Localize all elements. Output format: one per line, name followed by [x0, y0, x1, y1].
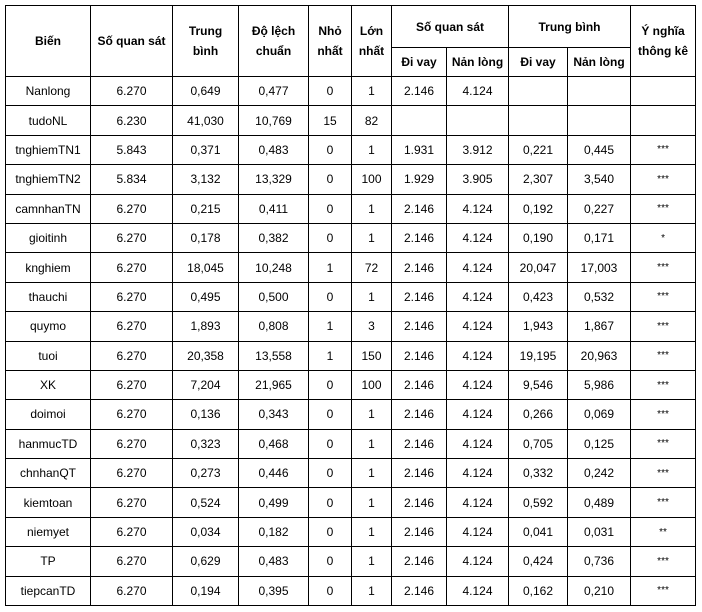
cell-obs: 6.270	[91, 312, 173, 341]
cell-max: 1	[352, 576, 392, 605]
table-row	[6, 517, 696, 546]
cell-significance: ***	[631, 576, 696, 605]
header-trung-binh: Trung bình	[173, 6, 239, 77]
cell-obs-nan-long: 4.124	[447, 341, 509, 370]
header-row-1	[6, 6, 696, 48]
cell-obs: 6.270	[91, 77, 173, 106]
cell-variable: quymo	[6, 312, 91, 341]
cell-mean-di-vay	[509, 77, 568, 106]
cell-std-dev: 0,343	[239, 400, 309, 429]
cell-obs-di-vay: 2.146	[392, 194, 447, 223]
cell-mean: 18,045	[173, 253, 239, 282]
cell-mean: 41,030	[173, 106, 239, 135]
header-lon-nhat: Lớn nhất	[352, 6, 392, 77]
cell-mean: 1,893	[173, 312, 239, 341]
cell-variable: tiepcanTD	[6, 576, 91, 605]
cell-mean-nan-long: 0,210	[568, 576, 631, 605]
cell-obs-nan-long: 4.124	[447, 576, 509, 605]
cell-mean-di-vay	[509, 106, 568, 135]
cell-mean-nan-long: 0,069	[568, 400, 631, 429]
cell-significance: ***	[631, 253, 696, 282]
table-row	[6, 135, 696, 164]
header-nan-long-mean: Nản lòng	[568, 48, 631, 77]
cell-mean-nan-long: 0,445	[568, 135, 631, 164]
cell-obs: 5.843	[91, 135, 173, 164]
cell-mean-nan-long: 0,489	[568, 488, 631, 517]
cell-mean: 0,629	[173, 547, 239, 576]
cell-significance: ***	[631, 194, 696, 223]
cell-mean-nan-long: 1,867	[568, 312, 631, 341]
cell-std-dev: 0,382	[239, 223, 309, 252]
cell-obs-nan-long: 4.124	[447, 517, 509, 546]
cell-mean: 0,178	[173, 223, 239, 252]
cell-max: 1	[352, 400, 392, 429]
cell-min: 0	[309, 459, 352, 488]
table-header	[6, 6, 696, 77]
cell-max: 1	[352, 135, 392, 164]
cell-min: 1	[309, 341, 352, 370]
cell-significance: ***	[631, 341, 696, 370]
cell-obs-nan-long: 4.124	[447, 429, 509, 458]
cell-mean-di-vay: 9,546	[509, 370, 568, 399]
cell-obs: 6.270	[91, 400, 173, 429]
cell-variable: thauchi	[6, 282, 91, 311]
cell-variable: tuoi	[6, 341, 91, 370]
cell-obs-nan-long: 4.124	[447, 282, 509, 311]
cell-obs-nan-long: 4.124	[447, 400, 509, 429]
cell-mean-nan-long: 17,003	[568, 253, 631, 282]
cell-mean-nan-long	[568, 77, 631, 106]
cell-max: 150	[352, 341, 392, 370]
cell-mean: 0,136	[173, 400, 239, 429]
cell-variable: camnhanTN	[6, 194, 91, 223]
cell-obs: 6.270	[91, 576, 173, 605]
cell-std-dev: 13,329	[239, 165, 309, 194]
cell-min: 0	[309, 576, 352, 605]
cell-obs: 6.270	[91, 517, 173, 546]
cell-mean-di-vay: 0,221	[509, 135, 568, 164]
cell-min: 1	[309, 253, 352, 282]
cell-mean: 0,495	[173, 282, 239, 311]
cell-obs: 6.270	[91, 459, 173, 488]
table-row	[6, 253, 696, 282]
cell-mean-di-vay: 0,332	[509, 459, 568, 488]
cell-std-dev: 0,808	[239, 312, 309, 341]
cell-mean: 20,358	[173, 341, 239, 370]
cell-mean-di-vay: 1,943	[509, 312, 568, 341]
cell-significance: **	[631, 517, 696, 546]
cell-significance: ***	[631, 312, 696, 341]
cell-obs: 6.270	[91, 253, 173, 282]
cell-variable: chnhanQT	[6, 459, 91, 488]
cell-std-dev: 21,965	[239, 370, 309, 399]
cell-mean-nan-long: 3,540	[568, 165, 631, 194]
cell-obs: 6.270	[91, 282, 173, 311]
cell-obs-nan-long: 4.124	[447, 253, 509, 282]
cell-mean-di-vay: 0,162	[509, 576, 568, 605]
cell-obs: 6.270	[91, 223, 173, 252]
cell-obs-nan-long: 4.124	[447, 194, 509, 223]
cell-obs-nan-long: 4.124	[447, 488, 509, 517]
cell-significance: ***	[631, 429, 696, 458]
cell-obs-di-vay: 2.146	[392, 459, 447, 488]
cell-obs: 6.270	[91, 488, 173, 517]
cell-std-dev: 0,395	[239, 576, 309, 605]
cell-variable: niemyet	[6, 517, 91, 546]
cell-std-dev: 0,477	[239, 77, 309, 106]
cell-variable: TP	[6, 547, 91, 576]
cell-max: 1	[352, 459, 392, 488]
cell-std-dev: 13,558	[239, 341, 309, 370]
cell-significance	[631, 106, 696, 135]
cell-obs-di-vay: 2.146	[392, 429, 447, 458]
cell-max: 1	[352, 429, 392, 458]
cell-min: 0	[309, 517, 352, 546]
cell-min: 15	[309, 106, 352, 135]
cell-std-dev: 0,411	[239, 194, 309, 223]
cell-obs-di-vay: 2.146	[392, 370, 447, 399]
cell-significance: ***	[631, 547, 696, 576]
cell-mean-di-vay: 19,195	[509, 341, 568, 370]
cell-obs-nan-long	[447, 106, 509, 135]
cell-obs: 6.270	[91, 547, 173, 576]
cell-max: 100	[352, 370, 392, 399]
cell-min: 0	[309, 429, 352, 458]
cell-std-dev: 0,500	[239, 282, 309, 311]
cell-obs-di-vay: 2.146	[392, 312, 447, 341]
table-row	[6, 106, 696, 135]
cell-obs: 6.270	[91, 429, 173, 458]
cell-max: 1	[352, 547, 392, 576]
cell-mean-nan-long: 0,125	[568, 429, 631, 458]
cell-variable: hanmucTD	[6, 429, 91, 458]
table-row	[6, 194, 696, 223]
cell-min: 0	[309, 400, 352, 429]
table-body	[6, 77, 696, 606]
cell-max: 1	[352, 194, 392, 223]
cell-mean-nan-long: 0,532	[568, 282, 631, 311]
cell-obs-di-vay: 2.146	[392, 77, 447, 106]
header-nho-nhat: Nhỏ nhất	[309, 6, 352, 77]
cell-obs-di-vay: 2.146	[392, 517, 447, 546]
cell-mean-nan-long: 0,242	[568, 459, 631, 488]
cell-obs-nan-long: 4.124	[447, 370, 509, 399]
cell-max: 72	[352, 253, 392, 282]
header-di-vay: Đi vay	[392, 48, 447, 77]
cell-mean-di-vay: 0,592	[509, 488, 568, 517]
cell-variable: knghiem	[6, 253, 91, 282]
cell-mean: 0,034	[173, 517, 239, 546]
table-row	[6, 312, 696, 341]
cell-mean-nan-long: 0,736	[568, 547, 631, 576]
cell-min: 0	[309, 282, 352, 311]
cell-significance	[631, 77, 696, 106]
cell-significance: ***	[631, 282, 696, 311]
table-row	[6, 488, 696, 517]
cell-mean-di-vay: 0,705	[509, 429, 568, 458]
header-nan-long: Nản lòng	[447, 48, 509, 77]
cell-variable: Nanlong	[6, 77, 91, 106]
table-row	[6, 77, 696, 106]
cell-mean-di-vay: 0,192	[509, 194, 568, 223]
cell-mean-di-vay: 0,190	[509, 223, 568, 252]
cell-obs-nan-long: 4.124	[447, 77, 509, 106]
cell-mean: 3,132	[173, 165, 239, 194]
cell-obs-di-vay: 2.146	[392, 341, 447, 370]
cell-mean-nan-long: 5,986	[568, 370, 631, 399]
cell-obs: 6.270	[91, 370, 173, 399]
cell-obs-di-vay: 2.146	[392, 223, 447, 252]
table-row	[6, 547, 696, 576]
cell-mean: 0,649	[173, 77, 239, 106]
cell-obs-nan-long: 3.905	[447, 165, 509, 194]
cell-significance: ***	[631, 459, 696, 488]
cell-significance: ***	[631, 370, 696, 399]
cell-obs-nan-long: 4.124	[447, 547, 509, 576]
cell-obs: 5.834	[91, 165, 173, 194]
table-row	[6, 223, 696, 252]
cell-obs-di-vay: 2.146	[392, 576, 447, 605]
cell-std-dev: 10,248	[239, 253, 309, 282]
cell-max: 1	[352, 517, 392, 546]
cell-obs-nan-long: 4.124	[447, 312, 509, 341]
cell-mean: 0,323	[173, 429, 239, 458]
cell-std-dev: 10,769	[239, 106, 309, 135]
cell-std-dev: 0,182	[239, 517, 309, 546]
cell-obs-di-vay: 2.146	[392, 282, 447, 311]
cell-obs: 6.270	[91, 194, 173, 223]
cell-mean: 0,215	[173, 194, 239, 223]
cell-variable: tnghiemTN2	[6, 165, 91, 194]
cell-obs-nan-long: 4.124	[447, 223, 509, 252]
cell-mean-nan-long: 0,171	[568, 223, 631, 252]
cell-significance: ***	[631, 135, 696, 164]
cell-obs-nan-long: 3.912	[447, 135, 509, 164]
cell-mean-di-vay: 0,423	[509, 282, 568, 311]
cell-min: 1	[309, 312, 352, 341]
cell-max: 3	[352, 312, 392, 341]
table-row	[6, 165, 696, 194]
cell-mean: 0,194	[173, 576, 239, 605]
header-trung-binh-group: Trung bình	[509, 6, 631, 48]
cell-variable: tnghiemTN1	[6, 135, 91, 164]
cell-max: 1	[352, 223, 392, 252]
cell-variable: tudoNL	[6, 106, 91, 135]
cell-significance: ***	[631, 488, 696, 517]
cell-max: 1	[352, 77, 392, 106]
cell-std-dev: 0,499	[239, 488, 309, 517]
descriptive-statistics-table	[5, 5, 696, 606]
cell-mean: 0,273	[173, 459, 239, 488]
table-row	[6, 341, 696, 370]
table-row	[6, 282, 696, 311]
cell-obs-di-vay: 2.146	[392, 547, 447, 576]
cell-min: 0	[309, 165, 352, 194]
cell-mean: 7,204	[173, 370, 239, 399]
cell-variable: XK	[6, 370, 91, 399]
cell-mean-di-vay: 0,424	[509, 547, 568, 576]
cell-mean: 0,524	[173, 488, 239, 517]
header-so-quan-sat-group: Số quan sát	[392, 6, 509, 48]
cell-max: 1	[352, 282, 392, 311]
cell-mean-nan-long: 0,031	[568, 517, 631, 546]
cell-obs-nan-long: 4.124	[447, 459, 509, 488]
cell-obs-di-vay: 2.146	[392, 253, 447, 282]
cell-obs: 6.230	[91, 106, 173, 135]
cell-min: 0	[309, 370, 352, 399]
header-bien: Biến	[6, 6, 91, 77]
cell-std-dev: 0,483	[239, 547, 309, 576]
cell-variable: kiemtoan	[6, 488, 91, 517]
cell-max: 1	[352, 488, 392, 517]
cell-obs-di-vay: 2.146	[392, 400, 447, 429]
cell-max: 82	[352, 106, 392, 135]
cell-obs-di-vay: 1.931	[392, 135, 447, 164]
cell-obs-di-vay: 1.929	[392, 165, 447, 194]
header-do-lech-chuan: Độ lệch chuẩn	[239, 6, 309, 77]
cell-obs-di-vay: 2.146	[392, 488, 447, 517]
cell-significance: ***	[631, 400, 696, 429]
cell-significance: ***	[631, 165, 696, 194]
header-so-quan-sat: Số quan sát	[91, 6, 173, 77]
cell-std-dev: 0,483	[239, 135, 309, 164]
cell-min: 0	[309, 547, 352, 576]
cell-variable: doimoi	[6, 400, 91, 429]
table-row	[6, 459, 696, 488]
table-row	[6, 429, 696, 458]
cell-mean-di-vay: 20,047	[509, 253, 568, 282]
cell-max: 100	[352, 165, 392, 194]
cell-mean-di-vay: 0,266	[509, 400, 568, 429]
table-row	[6, 400, 696, 429]
cell-significance: *	[631, 223, 696, 252]
cell-min: 0	[309, 77, 352, 106]
cell-mean-nan-long: 0,227	[568, 194, 631, 223]
cell-mean-di-vay: 2,307	[509, 165, 568, 194]
cell-mean-nan-long	[568, 106, 631, 135]
cell-std-dev: 0,446	[239, 459, 309, 488]
cell-mean-nan-long: 20,963	[568, 341, 631, 370]
cell-min: 0	[309, 194, 352, 223]
cell-mean: 0,371	[173, 135, 239, 164]
table-row	[6, 370, 696, 399]
header-di-vay-mean: Đi vay	[509, 48, 568, 77]
header-y-nghia-thong-ke: Ý nghĩa thông kê	[631, 6, 696, 77]
cell-min: 0	[309, 223, 352, 252]
cell-obs: 6.270	[91, 341, 173, 370]
cell-variable: gioitinh	[6, 223, 91, 252]
table-row	[6, 576, 696, 605]
cell-min: 0	[309, 135, 352, 164]
cell-mean-di-vay: 0,041	[509, 517, 568, 546]
cell-std-dev: 0,468	[239, 429, 309, 458]
cell-obs-di-vay	[392, 106, 447, 135]
cell-min: 0	[309, 488, 352, 517]
